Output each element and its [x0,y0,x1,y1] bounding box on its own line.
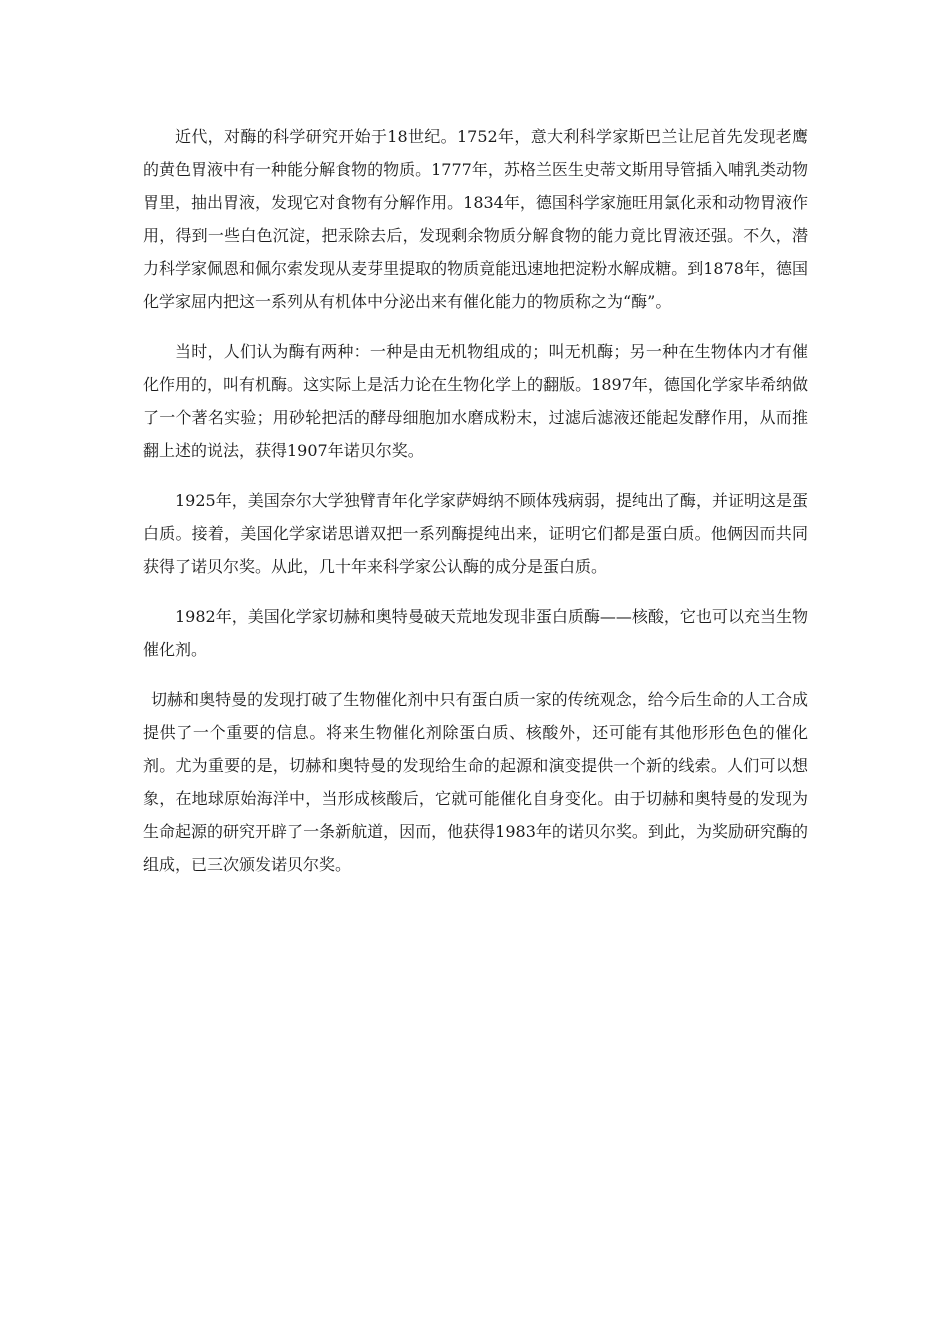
paragraph-enzyme-protein: 1925年，美国奈尔大学独臂青年化学家萨姆纳不顾体残病弱，提纯出了酶，并证明这是蛋白质。接着，美国化学家诺思谱双把一系列酶提纯出来，证明它们都是蛋白质。他俩因而共同获得了诺贝尔奖。从此，几十年来科学家公认酶的成分是蛋白质。 [143,491,808,576]
paragraph-nucleic-acid-enzyme: 1982年，美国化学家切赫和奥特曼破天荒地发现非蛋白质酶——核酸，它也可以充当生物催化剂。 [143,607,808,659]
paragraph-enzyme-history: 近代，对酶的科学研究开始于18世纪。1752年，意大利科学家斯巴兰让尼首先发现老鹰的黄色胃液中有一种能分解食物的物质。1777年，苏格兰医生史蒂文斯用导管插入哺乳类动物胃里，抽出胃液，发现它对食物有分解作用。1834年，德国科学家施旺用氯化汞和动物胃液作用，得到一些白色沉淀，把汞除去后，发现剩余物质分解食物的能力竟比胃液还强。不久，潜力科学家佩恩和佩尔索发现从麦芽里提取的物质竟能迅速地把淀粉水解成糖。到1878年，德国化学家屈内把这一系列从有机体中分泌出来有催化能力的物质称之为“酶”。 [143,127,808,311]
paragraph-inorganic-organic-enzymes: 当时，人们认为酶有两种：一种是由无机物组成的；叫无机酶；另一种在生物体内才有催化作用的，叫有机酶。这实际上是活力论在生物化学上的翻版。1897年，德国化学家毕希纳做了一个著名实验；用砂轮把活的酵母细胞加水磨成粉末，过滤后滤液还能起发酵作用，从而推翻上述的说法，获得1907年诺贝尔奖。 [143,342,808,460]
document-body [143,120,808,898]
paragraph-significance: 切赫和奥特曼的发现打破了生物催化剂中只有蛋白质一家的传统观念，给今后生命的人工合成提供了一个重要的信息。将来生物催化剂除蛋白质、核酸外，还可能有其他形形色色的催化剂。尤为重要的是，切赫和奥特曼的发现给生命的起源和演变提供一个新的线索。人们可以想象，在地球原始海洋中，当形成核酸后，它就可能催化自身变化。由于切赫和奥特曼的发现为生命起源的研究开辟了一条新航道，因而，他获得1983年的诺贝尔奖。到此，为奖励研究酶的组成，已三次颁发诺贝尔奖。 [143,690,808,874]
